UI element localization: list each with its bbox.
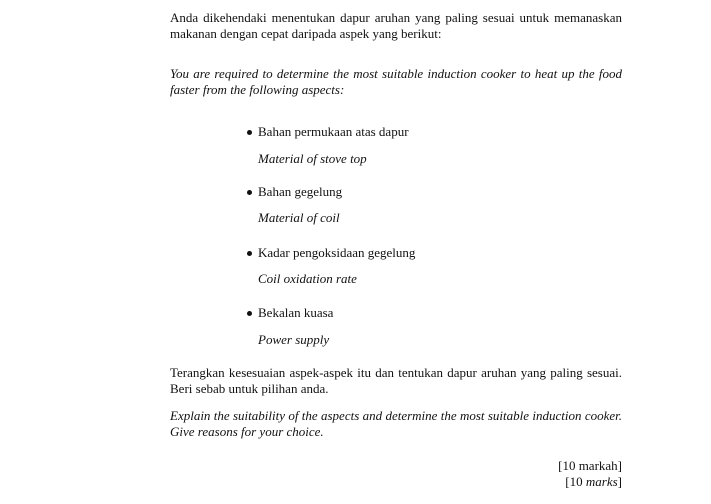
marks-open: [10: [565, 474, 586, 489]
task-english: Explain the suitability of the aspects and determine the most suitable induction cooker. Give reasons for your choice.: [170, 408, 622, 439]
aspect-en: Material of stove top: [258, 151, 367, 166]
task-malay: Terangkan kesesuaian aspek-aspek itu dan tentukan dapur aruhan yang paling sesuai. Beri sebab untuk pilihan anda.: [170, 365, 622, 396]
aspect-en: Power supply: [258, 332, 330, 347]
aspect-en: Coil oxidation rate: [258, 271, 357, 286]
aspect-en: Material of coil: [258, 210, 340, 225]
marks-english: [565, 474, 622, 490]
aspect-ms: Bahan permukaan atas dapur: [258, 124, 409, 139]
marks-close: ]: [617, 474, 622, 489]
marks-malay: [10 markah]: [558, 458, 622, 473]
intro-malay: Anda dikehendaki menentukan dapur aruhan yang paling sesuai untuk memanaskan makanan dengan cepat daripada aspek yang berikut:: [170, 10, 622, 41]
aspect-ms: Bahan gegelung: [258, 184, 343, 199]
bullet-icon: [247, 251, 252, 256]
bullet-icon: [247, 190, 252, 195]
bullet-icon: [247, 311, 252, 316]
aspect-ms: Bekalan kuasa: [258, 305, 334, 320]
aspect-ms: Kadar pengoksidaan gegelung: [258, 245, 416, 260]
intro-english: You are required to determine the most suitable induction cooker to heat up the food faster from the following aspects:: [170, 66, 622, 97]
marks-word: marks: [585, 474, 618, 489]
bullet-icon: [247, 130, 252, 135]
